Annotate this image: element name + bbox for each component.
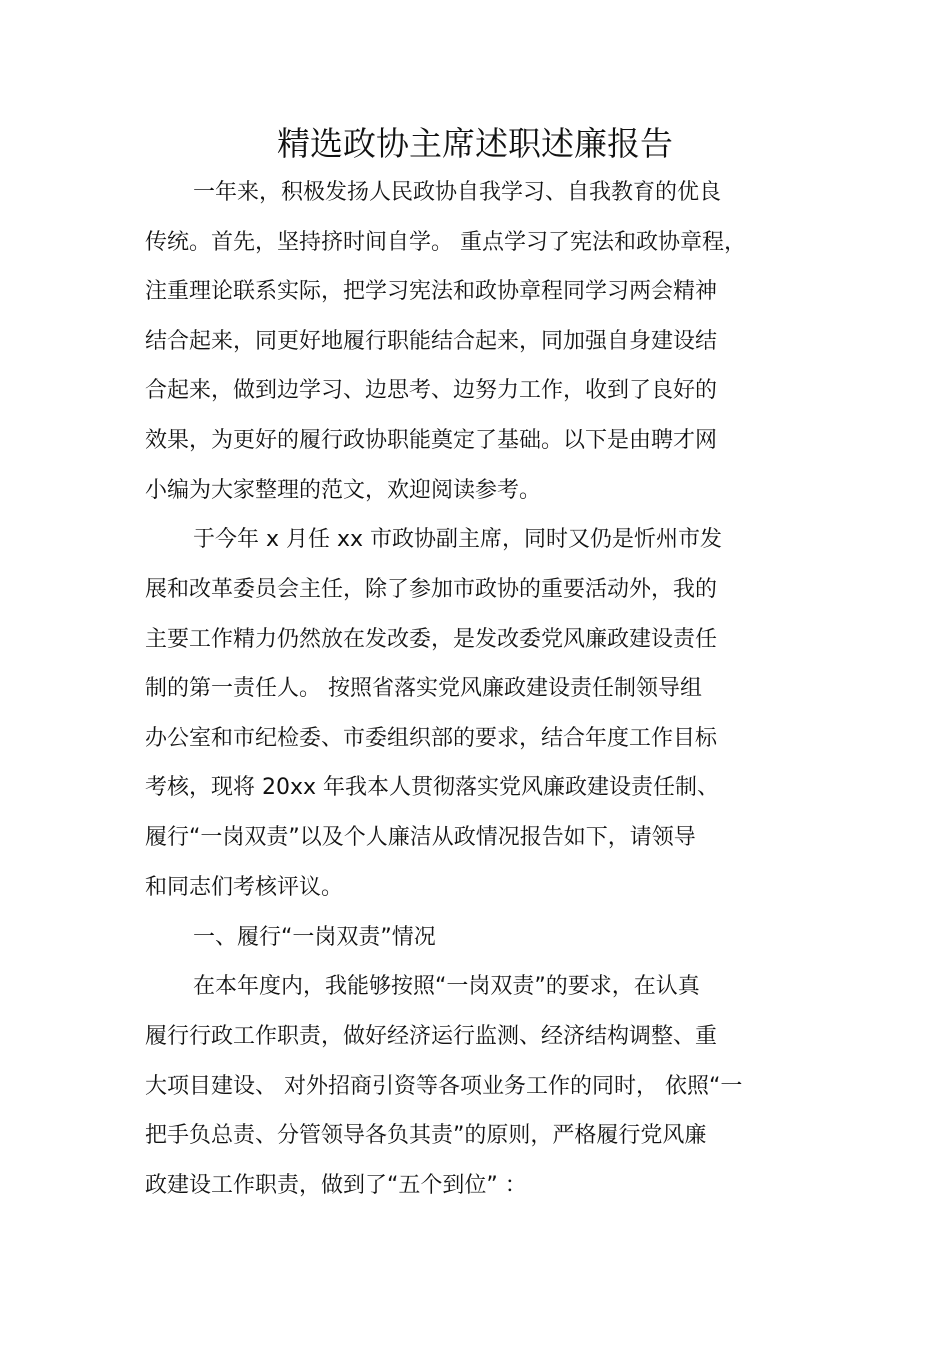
paragraph-line: 在本年度内，我能够按照“一岗双责”的要求，在认真	[193, 974, 700, 999]
paragraph-line: 效果，为更好的履行政协职能奠定了基础。以下是由聘才网	[145, 428, 718, 453]
document-title: 精选政协主席述职述廉报告	[277, 124, 673, 163]
paragraph-line: 小编为大家整理的范文，欢迎阅读参考。	[145, 478, 542, 503]
paragraph-line: 考核，现将 20xx 年我本人贯彻落实党风廉政建设责任制、	[145, 775, 720, 800]
paragraph-line: 展和改革委员会主任，除了参加市政协的重要活动外，我的	[145, 577, 718, 602]
paragraph-line: 于今年 x 月任 xx 市政协副主席，同时又仍是忻州市发	[193, 527, 723, 552]
paragraph-line: 办公室和市纪检委、市委组织部的要求，结合年度工作目标	[145, 726, 718, 751]
paragraph-line: 注重理论联系实际，把学习宪法和政协章程同学习两会精神	[145, 279, 718, 304]
paragraph-line: 和同志们考核评议。	[145, 875, 344, 900]
paragraph-line: 结合起来，同更好地履行职能结合起来，同加强自身建设结	[145, 329, 718, 354]
paragraph-line: 把手负总责、分管领导各负其责”的原则，严格履行党风廉	[145, 1123, 707, 1148]
paragraph-line: 合起来，做到边学习、边思考、边努力工作，收到了良好的	[145, 378, 718, 403]
paragraph-line: 履行行政工作职责，做好经济运行监测、经济结构调整、重	[145, 1024, 718, 1049]
paragraph-line: 制的第一责任人。 按照省落实党风廉政建设责任制领导组	[145, 676, 702, 701]
paragraph-line: 大项目建设、 对外招商引资等各项业务工作的同时， 依照“一	[145, 1074, 743, 1099]
section-heading: 一、履行“一岗双责”情况	[193, 925, 436, 950]
paragraph-line: 一年来，积极发扬人民政协自我学习、自我教育的优良	[193, 180, 722, 205]
paragraph-line: 主要工作精力仍然放在发改委，是发改委党风廉政建设责任	[145, 627, 718, 652]
paragraph-line: 传统。首先，坚持挤时间自学。 重点学习了宪法和政协章程，	[145, 230, 746, 255]
paragraph-line: 履行“一岗双责”以及个人廉洁从政情况报告如下，请领导	[145, 825, 696, 850]
paragraph-line: 政建设工作职责，做到了“五个到位” ：	[145, 1173, 527, 1198]
